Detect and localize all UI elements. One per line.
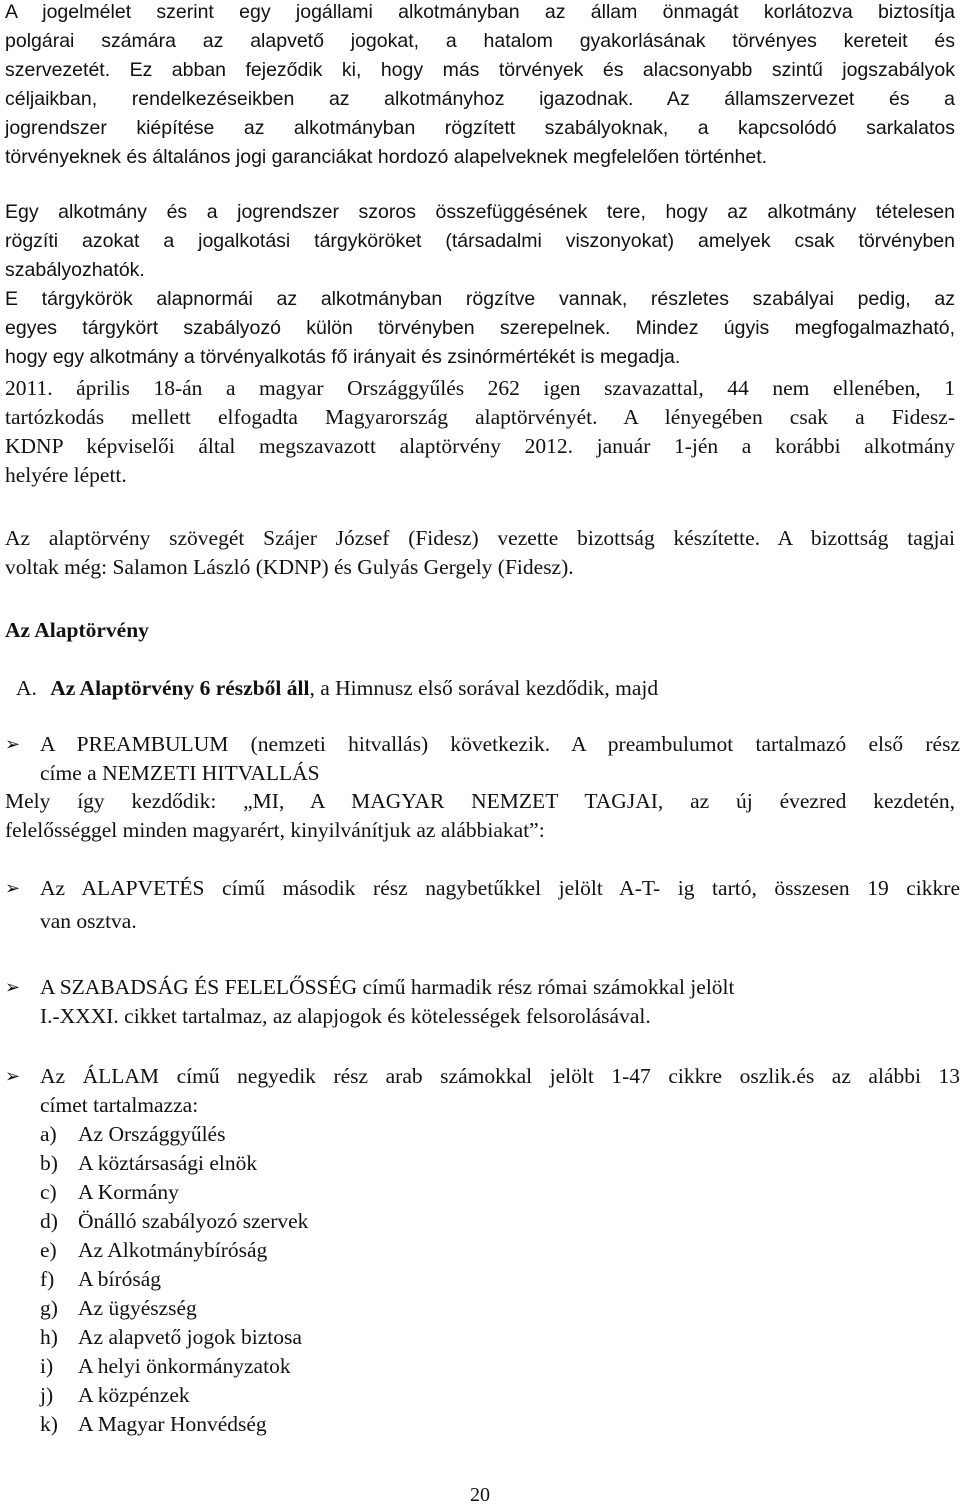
text-line: tartózkodás mellett elfogadta Magyarország alaptörvényét. A lényegében csak a Fidesz- — [5, 405, 955, 429]
text-line: törvényeknek és általános jogi garanciákat hordozó alapelveknek megfelelően történhet. — [5, 146, 768, 168]
item-text: Az alapvető jogok biztosa — [78, 1325, 302, 1349]
item-label: k) — [40, 1412, 58, 1436]
text-line: I.-XXXI. cikket tartalmaz, az alapjogok és kötelességek felsorolásával. — [40, 1004, 651, 1028]
item-label: c) — [40, 1180, 57, 1204]
text-line: Az ALAPVETÉS című második rész nagybetűkkel jelölt A-T- ig tartó, összesen 19 cikkre — [40, 876, 960, 900]
item-text: A bíróság — [78, 1267, 162, 1291]
item-text: Az Alkotmánybíróság — [78, 1238, 268, 1262]
arrow-bullet-icon: ➢ — [5, 977, 21, 998]
item-text: A helyi önkormányzatok — [78, 1354, 291, 1378]
page-number: 20 — [470, 1484, 490, 1506]
text-line: polgárai számára az alapvető jogokat, a hatalom gyakorlásának törvényes kereteit és — [5, 30, 955, 52]
text-line: szervezetét. Ez abban fejeződik ki, hogy más törvények és alacsonyabb szintű jogszabályok — [5, 59, 955, 81]
text-line: helyére lépett. — [5, 463, 127, 487]
text-line: Mely így kezdődik: „MI, A MAGYAR NEMZET TAGJAI, az új évezred kezdetén, — [5, 789, 955, 813]
text-line: címe a NEMZETI HITVALLÁS — [40, 761, 320, 785]
text-line: A PREAMBULUM (nemzeti hitvallás) következik. A preambulumot tartalmazó első rész — [40, 732, 960, 756]
intro-label: A. — [16, 676, 37, 700]
text-line: A jogelmélet szerint egy jogállami alkotmányban az állam önmagát korlátozva biztosítja — [5, 1, 955, 23]
item-label: b) — [40, 1151, 58, 1175]
text-line: rögzíti azokat a jogalkotási tárgyköröket (társadalmi viszonyokat) amelyek csak törvényben — [5, 230, 955, 252]
text-line: A SZABADSÁG ÉS FELELŐSSÉG című harmadik rész római számokkal jelölt — [40, 975, 735, 999]
text-line: Az ÁLLAM című negyedik rész arab számokkal jelölt 1-47 cikkre oszlik.és az alábbi 13 — [40, 1064, 960, 1088]
preamble-quote — [5, 787, 955, 845]
item-label: j) — [40, 1383, 54, 1407]
item-label: e) — [40, 1238, 57, 1262]
arrow-bullet-icon: ➢ — [5, 734, 21, 755]
text-line: KDNP képviselői által megszavazott alaptörvény 2012. január 1-jén a korábbi alkotmány — [5, 434, 955, 458]
paragraph-adoption — [5, 374, 955, 490]
paragraph-rule-of-law — [5, 0, 955, 172]
item-text: Az Országgyűlés — [78, 1122, 226, 1146]
text-line: hogy egy alkotmány a törvényalkotás fő irányait és zsinórmértékét is megadja. — [5, 346, 681, 368]
item-label: d) — [40, 1209, 58, 1233]
item-label: a) — [40, 1122, 57, 1146]
item-text: A Magyar Honvédség — [78, 1412, 267, 1436]
intro-line — [16, 674, 658, 703]
text-line: E tárgykörök alapnormái az alkotmányban rögzítve vannak, részletes szabályai pedig, az — [5, 288, 955, 310]
text-line: jogrendszer kiépítése az alkotmányban rögzített szabályoknak, a kapcsolódó sarkalatos — [5, 117, 955, 139]
item-text: A közpénzek — [78, 1383, 190, 1407]
item-label: h) — [40, 1325, 58, 1349]
item-label: i) — [40, 1354, 54, 1378]
intro-bold: Az Alaptörvény 6 részből áll — [50, 676, 310, 700]
item-text: Önálló szabályozó szervek — [78, 1209, 309, 1233]
paragraph-constitution-scope — [5, 198, 955, 285]
item-label: g) — [40, 1296, 58, 1320]
item-text: A köztársasági elnök — [78, 1151, 258, 1175]
text-line: 2011. április 18-án a magyar Országgyűlés 262 igen szavazattal, 44 nem ellenében, 1 — [5, 376, 955, 400]
paragraph-base-norms — [5, 285, 955, 372]
text-line: voltak még: Salamon László (KDNP) és Gulyás Gergely (Fidesz). — [5, 555, 574, 579]
arrow-bullet-icon: ➢ — [5, 1066, 21, 1087]
text-line: céljaikban, rendelkezéseikben az alkotmányhoz igazodnak. Az államszervezet és a — [5, 88, 955, 110]
item-text: A Kormány — [78, 1180, 179, 1204]
text-line: szabályozhatók. — [5, 259, 145, 281]
paragraph-drafting-committee — [5, 524, 955, 582]
intro-rest: , a Himnusz első sorával kezdődik, majd — [309, 676, 659, 700]
arrow-bullet-icon: ➢ — [5, 878, 21, 899]
item-text: Az ügyészség — [78, 1296, 197, 1320]
text-line: Egy alkotmány és a jogrendszer szoros összefüggésének tere, hogy az alkotmány tételesen — [5, 201, 955, 223]
text-line: egyes tárgykört szabályozó külön törvényben szerepelnek. Mindez úgyis megfogalmazható, — [5, 317, 955, 339]
item-label: f) — [40, 1267, 55, 1291]
text-line: van osztva. — [40, 909, 137, 933]
text-line: Az alaptörvény szövegét Szájer József (Fidesz) vezette bizottság készítette. A bizottság tagjai — [5, 526, 955, 550]
text-line: felelősséggel minden magyarért, kinyilvánítjuk az alábbiakat”: — [5, 818, 545, 842]
section-title: Az Alaptörvény — [5, 618, 149, 642]
text-line: címet tartalmazza: — [40, 1093, 199, 1117]
